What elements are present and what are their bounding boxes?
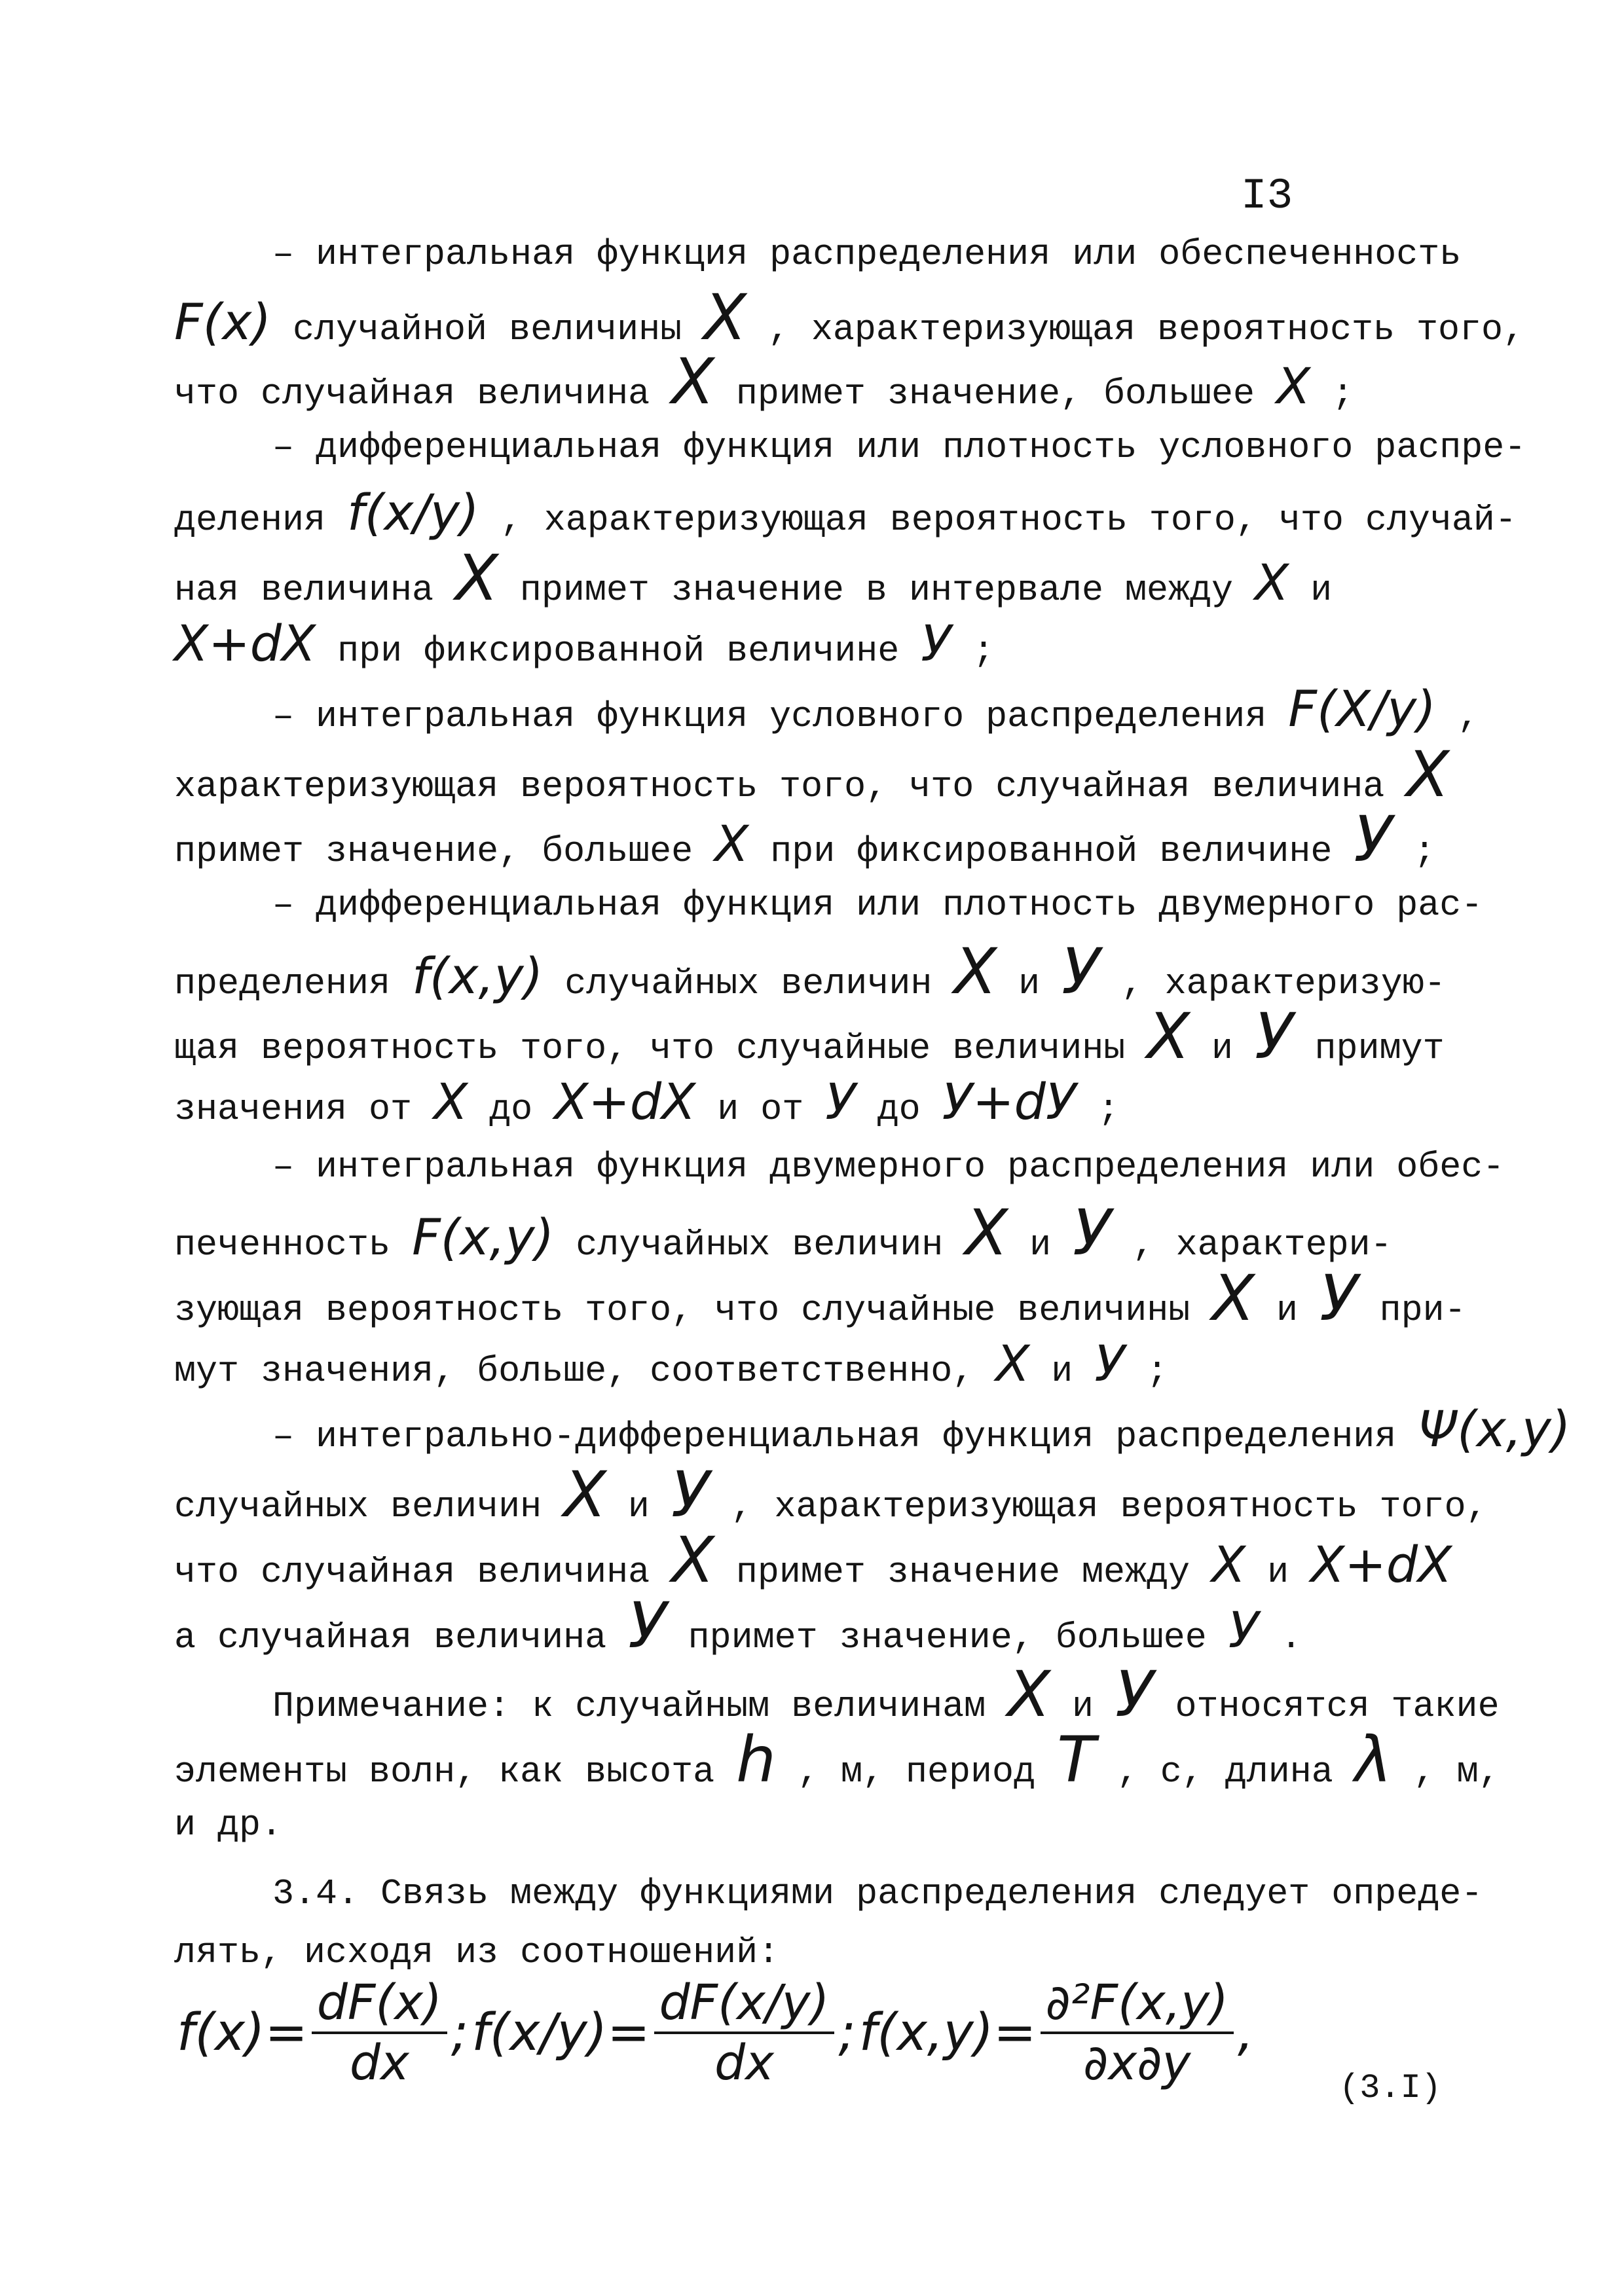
math-F-x: F(x) [174,293,271,351]
fraction-1 [312,1974,447,2092]
math-F-x-given-y: F(X/y) [1288,680,1436,738]
math-X: X [1007,1658,1050,1731]
text: случайных величин [543,963,954,1004]
note-line-1 [174,1658,1556,1731]
text-line-9 [174,738,1458,811]
text: , [1435,696,1479,737]
text-line-12 [174,935,1458,1008]
math-Y: У [671,1458,710,1531]
text: и [606,1486,671,1527]
text-line-4 [174,416,1556,479]
text: и [1008,1224,1073,1266]
formula-separator: ; [838,2003,856,2062]
math-x-plus-dx: X+dX [1310,1535,1452,1594]
text: ; [1076,1089,1120,1130]
text-line-14 [174,1070,1458,1133]
fraction-3 [1041,1974,1234,2092]
text: – дифференциальная функция или плотность двумерного рас- [272,884,1483,926]
text: , характеризующая вероятность того, что случай- [479,500,1517,541]
math-f-x-y: f(x,y) [412,947,544,1005]
math-f-x-given-y: f(x/y) [347,483,479,541]
text-line-20 [174,1458,1488,1531]
math-Y: У [1320,1262,1358,1335]
text-line-17 [174,1262,1466,1335]
math-x: X [1211,1535,1246,1594]
text-line-18 [174,1332,1458,1395]
text: пределения [174,963,413,1004]
math-x-plus-dx: X+dX [554,1072,696,1131]
text: – интегральная функция распределения или обеспеченность [272,234,1462,275]
formula-3-1 [177,1974,1442,2131]
math-y-plus-dy: У+dУ [942,1072,1077,1131]
text: примут [1293,1028,1445,1069]
math-Y: У [1255,1000,1293,1073]
text-line-11 [174,874,1556,937]
text: , с, длина [1095,1751,1355,1793]
math-x-plus-dx: X+dX [174,614,316,672]
text: Примечание: к случайным величинам [272,1686,1008,1727]
text: до [855,1089,942,1130]
text: печенность [174,1224,413,1266]
math-x: X [1255,553,1289,611]
text: . [1259,1617,1302,1658]
fraction-2 [654,1974,835,2092]
text: и [1050,1686,1115,1727]
text: при фиксированной величине [748,831,1354,872]
text: , характеризую- [1099,963,1446,1004]
text-line-3 [174,345,1458,418]
fraction-2-numerator: dF(x/y) [654,1974,835,2034]
text-line-1 [174,223,1556,286]
note-line-3 [174,1794,1458,1857]
text: деления [174,500,348,541]
math-y: У [1228,1601,1259,1659]
text: – интегральная функция условного распределения [272,696,1289,737]
math-T: T [1057,1723,1096,1796]
text: – интегральная функция двумерного распределения или обес- [272,1146,1505,1188]
text: элементы волн, как высота [174,1751,737,1793]
text-line-6 [174,541,1458,615]
text-line-8 [174,678,1556,740]
text: что случайная величина [174,1552,672,1593]
text: 3.4. Связь между функциями распределения следует опреде- [272,1873,1483,1914]
math-Y: У [628,1589,667,1662]
fraction-3-denominator: ∂x∂y [1083,2035,1191,2091]
text: и от [695,1089,826,1130]
math-X: X [563,1458,606,1531]
math-y: У [921,614,951,672]
math-X: X [1406,738,1450,811]
page-number: I3 [1241,172,1293,221]
math-Y: У [1115,1658,1154,1731]
fraction-2-denominator: dx [714,2035,774,2091]
math-Y: У [1061,935,1100,1008]
text-line-13 [174,1000,1458,1073]
text: – интегрально-дифференциальная функция распределения [272,1416,1418,1457]
text: относятся такие [1153,1686,1500,1727]
text: зующая вероятность того, что случайные величины [174,1290,1212,1331]
text: примет значение, большее [174,831,715,872]
math-X: X [953,935,997,1008]
text: случайной величины [271,309,704,350]
math-Y: У [1073,1196,1111,1269]
text: а случайная величина [174,1617,629,1658]
fraction-1-denominator: dx [350,2035,409,2091]
text: случайных величин [554,1224,965,1266]
text-line-21 [174,1523,1458,1597]
section-3-4-line-1 [174,1863,1556,1925]
text: при фиксированной величине [316,630,921,672]
math-h: h [736,1723,776,1796]
formula-separator: ; [451,2003,469,2062]
math-x: X [1276,357,1311,415]
text: , характери- [1111,1224,1392,1266]
fraction-1-numerator: dF(x) [312,1974,447,2034]
math-X: X [455,541,498,615]
math-psi-x-y: Ψ(x,y) [1418,1400,1571,1458]
text: ная величина [174,570,456,611]
math-x: X [434,1072,468,1131]
text: щая вероятность того, что случайные величины [174,1028,1147,1069]
math-X: X [965,1196,1008,1269]
formula-lhs-2: f(x/y)= [471,2003,650,2062]
math-X: X [703,281,747,354]
text: и др. [174,1804,283,1846]
text: ; [1310,373,1354,414]
math-X: X [671,1523,714,1597]
text: случайных величин [174,1486,564,1527]
text: ; [1124,1351,1168,1392]
text-line-22 [174,1589,1458,1662]
text: и [1190,1028,1255,1069]
text: мут значения, больше, соответственно, [174,1351,996,1392]
text: характеризующая вероятность того, что случайная величина [174,766,1407,807]
text: лять, исходя из соотношений: [174,1932,780,1973]
text-line-16 [174,1196,1458,1269]
text: что случайная величина [174,373,672,414]
math-X: X [1147,1000,1190,1073]
text-line-15 [174,1136,1556,1199]
text: и [1246,1552,1311,1593]
math-Y: У [1354,803,1392,876]
text: , м, период [775,1751,1058,1793]
math-y: У [825,1072,856,1131]
math-y: У [1094,1334,1125,1393]
formula-lhs-3: f(x,y)= [858,2003,1037,2062]
text: , м, [1392,1751,1500,1793]
text-line-19 [174,1398,1571,1461]
text: примет значение между [714,1552,1212,1593]
text: , характеризующая вероятность того, [746,309,1525,350]
text: при- [1357,1290,1466,1331]
math-F-x-y: F(x,y) [412,1208,555,1266]
text: и [1289,570,1333,611]
math-lambda: λ [1354,1723,1392,1796]
equation-number: (3.I) [1339,2069,1442,2107]
text: , характеризующая вероятность того, [709,1486,1488,1527]
text: и [1029,1351,1095,1392]
formula-lhs-1: f(x)= [177,2003,308,2062]
formula-separator: , [1237,2003,1254,2062]
math-x: X [714,814,749,873]
text: значения от [174,1089,434,1130]
text-line-2 [174,281,1525,354]
text: ; [951,630,995,672]
math-x: X [995,1334,1030,1393]
text: – дифференциальная функция или плотность условного распре- [272,427,1526,468]
note-line-2 [174,1723,1500,1796]
text: примет значение, большее [666,1617,1228,1658]
text-line-7 [174,612,1458,675]
text: примет значение в интервале между [498,570,1255,611]
text-line-10 [174,803,1458,876]
text: и [997,963,1062,1004]
fraction-3-numerator: ∂²F(x,y) [1041,1974,1234,2034]
text: ; [1392,831,1435,872]
math-X: X [671,345,714,418]
math-X: X [1211,1262,1255,1335]
text-line-5 [174,481,1517,544]
text: до [468,1089,555,1130]
text: и [1255,1290,1320,1331]
text: примет значение, большее [714,373,1277,414]
